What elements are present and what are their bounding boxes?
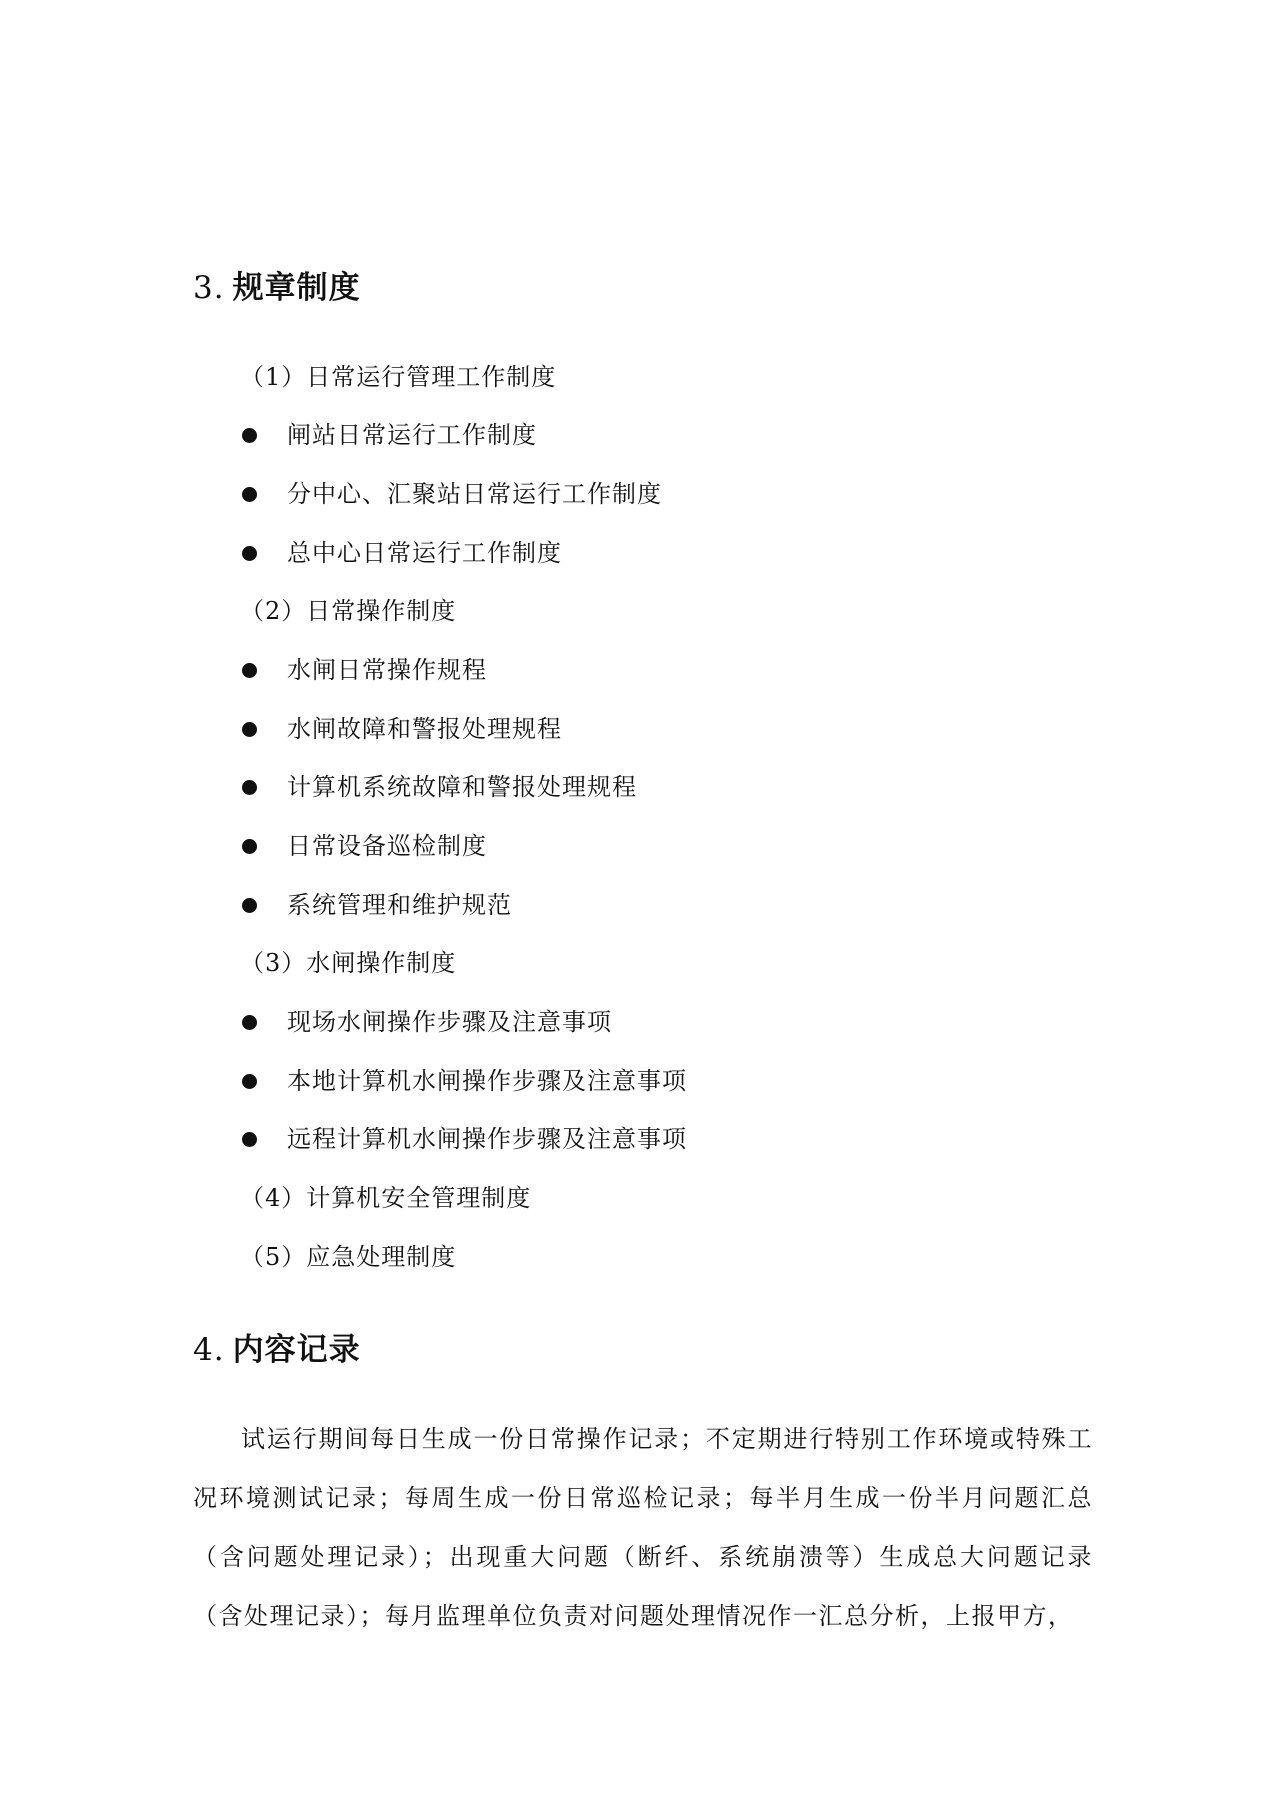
section-4-number: 4. bbox=[193, 1332, 225, 1368]
list-item-text: 计算机系统故障和警报处理规程 bbox=[287, 773, 637, 801]
list-item bbox=[240, 653, 487, 687]
sub-heading: （4）计算机安全管理制度 bbox=[240, 1184, 532, 1212]
list-item-text: 水闸故障和警报处理规程 bbox=[287, 715, 562, 743]
sub-heading: （1）日常运行管理工作制度 bbox=[240, 363, 557, 391]
list-item bbox=[240, 418, 537, 452]
list-item-text: 远程计算机水闸操作步骤及注意事项 bbox=[287, 1125, 687, 1153]
list-item bbox=[240, 770, 637, 804]
list-item-text: 系统管理和维护规范 bbox=[287, 891, 512, 919]
bullet-icon bbox=[242, 898, 257, 913]
bullet-icon bbox=[242, 487, 257, 502]
list-item bbox=[240, 829, 487, 863]
list-item-text: 日常设备巡检制度 bbox=[287, 832, 487, 860]
list-item-text: 本地计算机水闸操作步骤及注意事项 bbox=[287, 1067, 687, 1095]
section-3-title: 规章制度 bbox=[232, 270, 361, 306]
list-item bbox=[240, 1064, 687, 1098]
list-item bbox=[240, 712, 562, 746]
list-item-text: 总中心日常运行工作制度 bbox=[287, 539, 562, 567]
sub-heading: （2）日常操作制度 bbox=[240, 597, 457, 625]
section-3-number: 3. bbox=[193, 270, 225, 306]
sub-heading: （5）应急处理制度 bbox=[240, 1243, 457, 1271]
bullet-icon bbox=[242, 663, 257, 678]
list-item-text: 现场水闸操作步骤及注意事项 bbox=[287, 1008, 612, 1036]
list-item bbox=[240, 536, 562, 570]
list-item-text: 分中心、汇聚站日常运行工作制度 bbox=[287, 480, 662, 508]
sub-heading: （3）水闸操作制度 bbox=[240, 949, 457, 977]
list-item bbox=[240, 888, 512, 922]
bullet-icon bbox=[242, 1132, 257, 1147]
list-item bbox=[240, 1005, 612, 1039]
section-4-heading bbox=[193, 1330, 361, 1370]
list-item bbox=[240, 477, 662, 511]
bullet-icon bbox=[242, 1015, 257, 1030]
bullet-icon bbox=[242, 839, 257, 854]
bullet-icon bbox=[242, 780, 257, 795]
bullet-icon bbox=[242, 1074, 257, 1089]
body-paragraph: 试运行期间每日生成一份日常操作记录；不定期进行特别工作环境或特殊工况环境测试记录；每周生成一份日常巡检记录；每半月生成一份半月问题汇总（含问题处理记录）；出现重大问题（断纤、系统崩溃等）生成总大问题记录（含处理记录）；每月监理单位负责对问题处理情况作一汇总分析，上报甲方， bbox=[193, 1425, 1093, 1630]
section-4-title: 内容记录 bbox=[232, 1332, 361, 1368]
list-item-text: 水闸日常操作规程 bbox=[287, 656, 487, 684]
bullet-icon bbox=[242, 546, 257, 561]
list-item-text: 闸站日常运行工作制度 bbox=[287, 421, 537, 449]
list-item bbox=[240, 1122, 687, 1156]
bullet-icon bbox=[242, 722, 257, 737]
section-3-heading bbox=[193, 268, 361, 308]
bullet-icon bbox=[242, 428, 257, 443]
